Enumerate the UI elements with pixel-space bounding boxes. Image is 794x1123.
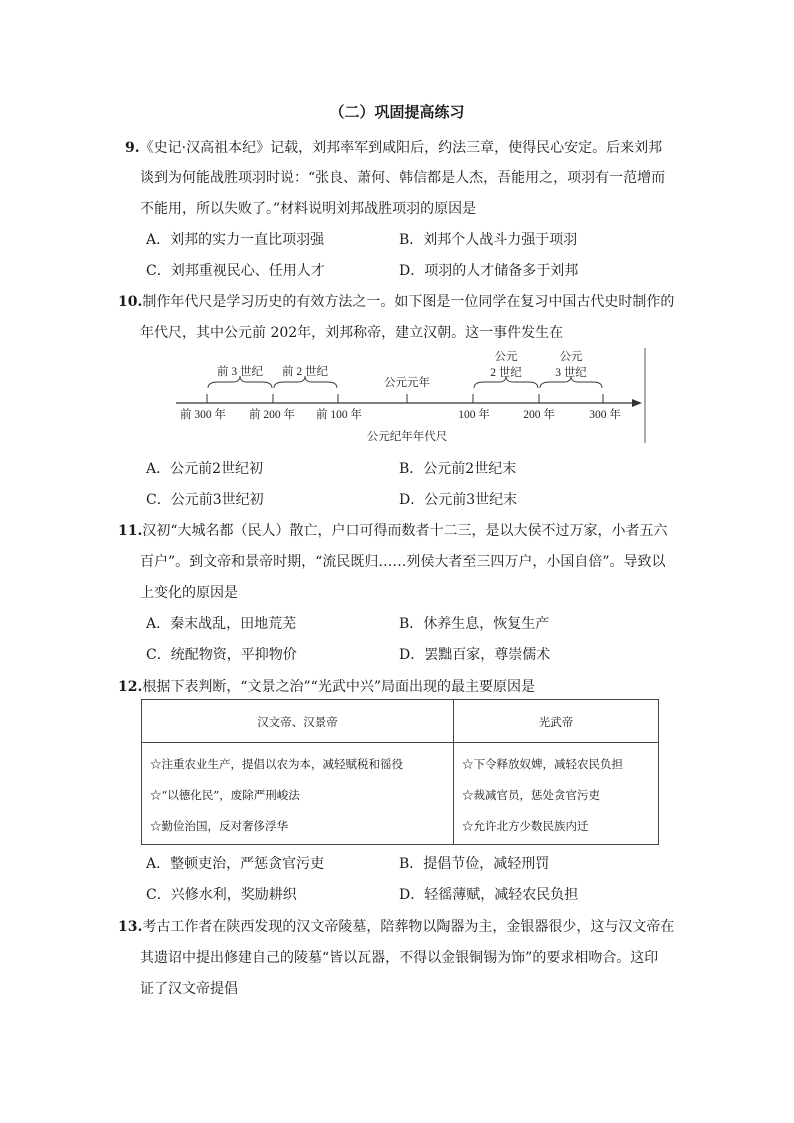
- q11-option-a[interactable]: A．秦末战乱，田地荒芜: [146, 616, 297, 632]
- table-cell: ☆下令释放奴婢，减轻农民负担: [462, 757, 623, 771]
- table-cell: ☆裁减官员，惩处贪官污吏: [462, 788, 600, 802]
- table-cell: ☆允许北方少数民族内迁: [462, 819, 589, 833]
- q10-option-d[interactable]: D．公元前3世纪末: [399, 492, 518, 508]
- q9-option-c[interactable]: C．刘邦重视民心、任用人才: [146, 263, 325, 279]
- q12-option-c[interactable]: C．兴修水利，奖励耕织: [146, 887, 297, 903]
- question-12-line-1: 12.根据下表判断，“文景之治”“光武中兴”局面出现的最主要原因是: [118, 679, 535, 695]
- brace-label: 2 世纪: [490, 367, 522, 379]
- question-13-line-1: 13.考古工作者在陕西发现的汉文帝陵墓，陪葬物以陶器为主，金银器很少，这与汉文帝在: [118, 919, 675, 935]
- question-text: 《史记·汉高祖本纪》记载，刘邦率军到咸阳后，约法三章，使得民心安定。后来刘邦: [139, 140, 663, 156]
- q12-option-a[interactable]: A．整顿吏治，严惩贪官污吏: [146, 856, 325, 872]
- figure-caption: 公元纪年年代尺: [366, 431, 448, 443]
- timeline-figure: [170, 345, 660, 449]
- question-13-line-3: 证了汉文帝提倡: [140, 981, 238, 997]
- comparison-table: [141, 699, 659, 845]
- table-cell: ☆“以德化民”，废除严刑峻法: [150, 788, 300, 802]
- tick-label: 200 年: [523, 409, 555, 421]
- question-10-line-1: 10.制作年代尺是学习历史的有效方法之一。如下图是一位同学在复习中国古代史时制作的: [118, 294, 675, 310]
- brace-label: 前 2 世纪: [282, 366, 328, 378]
- brace-label: 3 世纪: [555, 367, 587, 379]
- table-header-right: 光武帝: [538, 715, 574, 729]
- question-9-line-1: 9.《史记·汉高祖本纪》记载，刘邦率军到咸阳后，约法三章，使得民心安定。后来刘邦: [125, 140, 663, 156]
- table-cell: ☆注重农业生产，提倡以农为本，减轻赋税和徭役: [150, 757, 403, 771]
- tick-label: 前 300 年: [180, 409, 226, 421]
- question-10-line-2: 年代尺，其中公元前 202年，刘邦称帝，建立汉朝。这一事件发生在: [140, 325, 564, 341]
- brace-label-top: 公元: [494, 351, 518, 363]
- brace-label: 前 3 世纪: [217, 366, 263, 378]
- q12-option-b[interactable]: B．提倡节俭，减轻刑罚: [399, 856, 550, 872]
- table-header-left: 汉文帝、汉景帝: [257, 715, 338, 729]
- table-cell: ☆勤俭治国，反对奢侈浮华: [150, 819, 288, 833]
- question-13-line-2: 其遗诏中提出修建自己的陵墓“皆以瓦器，不得以金银铜锡为饰”的要求相吻合。这印: [140, 950, 659, 966]
- q9-option-b[interactable]: B．刘邦个人战斗力强于项羽: [399, 232, 578, 248]
- question-text: 考古工作者在陕西发现的汉文帝陵墓，陪葬物以陶器为主，金银器很少，这与汉文帝在: [142, 919, 675, 935]
- question-number: 11: [118, 523, 138, 539]
- q11-option-b[interactable]: B．休养生息，恢复生产: [399, 616, 550, 632]
- question-text: 汉初“大城名都（民人）散亡，户口可得而数者十二三，是以大侯不过万家，小者五六: [142, 523, 668, 539]
- brace-label-top: 公元: [559, 351, 583, 363]
- question-number: 12: [118, 679, 138, 695]
- question-9-line-2: 谈到为何能战胜项羽时说：“张良、萧何、韩信都是人杰，吾能用之，项羽有一范增而: [140, 170, 666, 186]
- question-9-line-3: 不能用，所以失败了。”材料说明刘邦战胜项羽的原因是: [140, 201, 477, 217]
- question-number: 13: [118, 919, 138, 935]
- question-11-line-3: 上变化的原因是: [140, 585, 238, 601]
- q9-option-a[interactable]: A．刘邦的实力一直比项羽强: [146, 232, 325, 248]
- center-label: 公元元年: [384, 377, 430, 389]
- q10-option-a[interactable]: A．公元前2世纪初: [146, 461, 264, 477]
- question-11-line-1: 11.汉初“大城名都（民人）散亡，户口可得而数者十二三，是以大侯不过万家，小者五六: [118, 523, 668, 539]
- q11-option-c[interactable]: C．统配物资，平抑物价: [146, 647, 297, 663]
- table-divider: [142, 742, 658, 743]
- q11-option-d[interactable]: D．罢黜百家，尊崇儒术: [399, 647, 551, 663]
- question-number: 9: [125, 140, 135, 156]
- question-text: 制作年代尺是学习历史的有效方法之一。如下图是一位同学在复习中国古代史时制作的: [142, 294, 675, 310]
- question-11-line-2: 百户”。到文帝和景帝时期，“流民既归……列侯大者至三四万户，小国自倍”。导致以: [140, 554, 666, 570]
- timeline-arrow: [632, 399, 642, 407]
- tick-label: 前 200 年: [249, 409, 295, 421]
- tick-label: 300 年: [589, 409, 621, 421]
- q9-option-d[interactable]: D．项羽的人才储备多于刘邦: [399, 263, 579, 279]
- q10-option-c[interactable]: C．公元前3世纪初: [146, 492, 264, 508]
- tick-label: 100 年: [458, 409, 490, 421]
- section-title: （二）巩固提高练习: [329, 103, 465, 121]
- q10-option-b[interactable]: B．公元前2世纪末: [399, 461, 517, 477]
- question-text: 根据下表判断，“文景之治”“光武中兴”局面出现的最主要原因是: [142, 679, 535, 695]
- tick-label: 前 100 年: [316, 409, 362, 421]
- question-number: 10: [118, 294, 138, 310]
- timeline-ticks: [207, 394, 603, 403]
- q12-option-d[interactable]: D．轻徭薄赋，减轻农民负担: [399, 887, 579, 903]
